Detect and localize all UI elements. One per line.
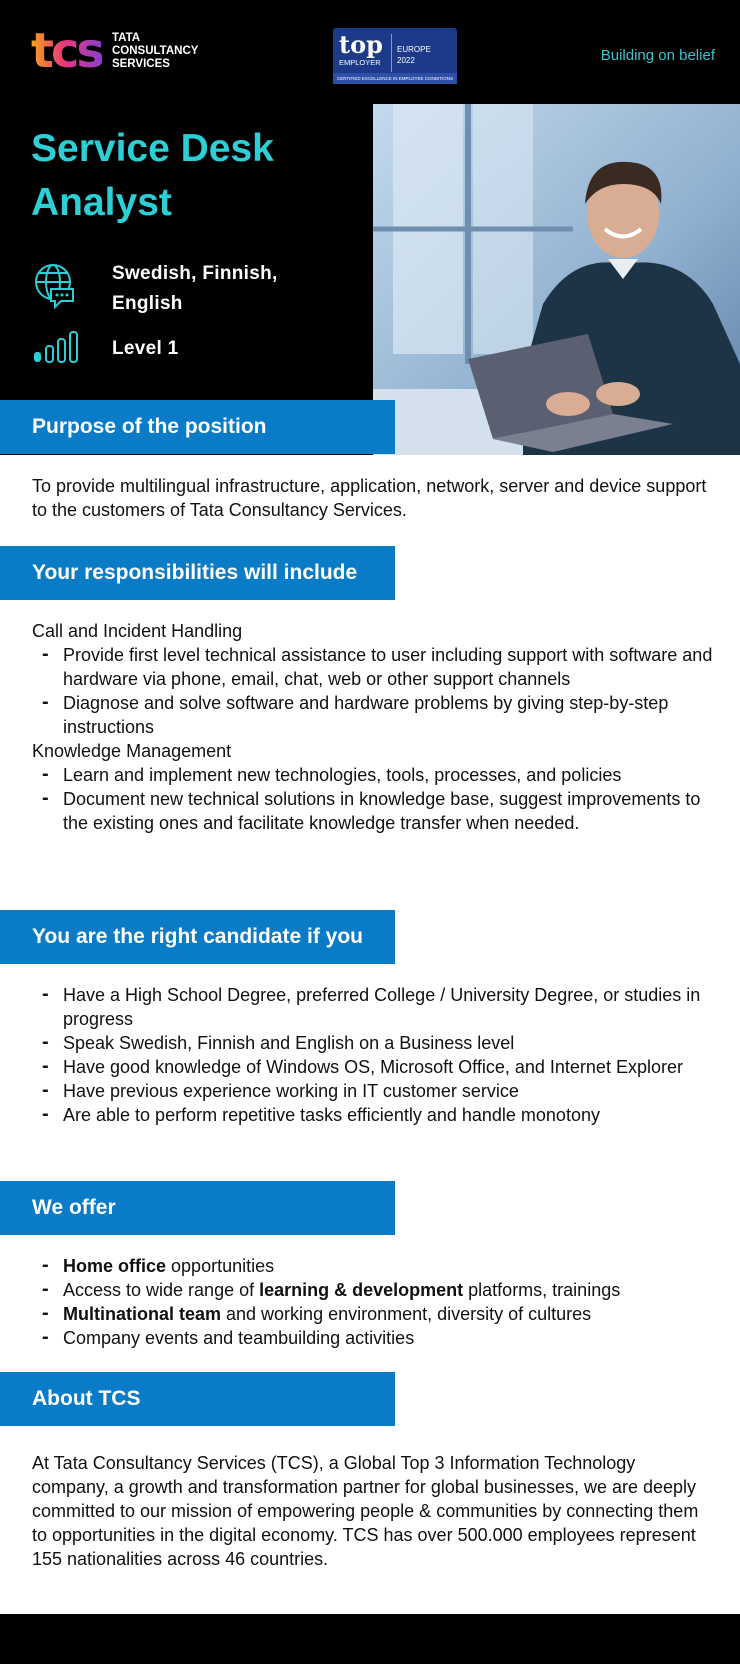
list-item: - Are able to perform repetitive tasks efficiently and handle monotony (32, 1103, 722, 1127)
offer-heading: We offer (0, 1181, 395, 1235)
badge-region-name: EUROPE (397, 45, 431, 54)
badge-employer-text: EMPLOYER (339, 58, 381, 67)
list-item: - Have previous experience working in IT customer service (32, 1079, 722, 1103)
list-item: - Have a High School Degree, preferred College / University Degree, or studies in progress (32, 983, 722, 1031)
list-item: - Document new technical solutions in knowledge base, suggest improvements to the existing ones and facilitate knowledge transfer when needed. (32, 787, 722, 835)
list-item: - Speak Swedish, Finnish and English on a Business level (32, 1031, 722, 1055)
candidate-heading: You are the right candidate if you (0, 910, 395, 964)
list-item (32, 1278, 722, 1302)
hero-banner (0, 0, 740, 455)
purpose-heading: Purpose of the position (0, 400, 395, 454)
languages-line-1: Swedish, Finnish, (112, 263, 278, 284)
offer-text: and working environment, diversity of cultures (221, 1304, 592, 1324)
badge-top-text: top (339, 30, 383, 59)
about-text: At Tata Consultancy Services (TCS), a Global Top 3 Information Technology company, a growth and transformation partner for global businesses, we are deeply committed to our mission of empowering people & communities by connecting them to opportunities in the digital economy. TCS has over 500.000 employees represent 155 nationalities across 46 countries. (32, 1453, 699, 1569)
top-employer-badge (333, 28, 457, 84)
responsibilities-heading: Your responsibilities will include (0, 546, 395, 600)
offer-items (32, 1254, 722, 1350)
responsibilities-list (32, 619, 722, 835)
list-item: - Provide first level technical assistance to user including support with software and hardware via phone, email, chat, web or other support channels (32, 643, 722, 691)
responsibility-group-items (32, 643, 722, 739)
languages (112, 259, 278, 319)
responsibility-group-title: Knowledge Management (32, 741, 232, 761)
list-item (32, 1254, 722, 1278)
languages-line-2: English (112, 293, 183, 314)
level: Level 1 (112, 338, 179, 359)
offer-highlight: Multinational team (63, 1304, 222, 1324)
responsibility-group-title: Call and Incident Handling (32, 621, 243, 641)
logo-line-1: TATA (111, 31, 141, 44)
candidate-items (32, 983, 722, 1127)
list-item (32, 1326, 722, 1350)
tcs-logo (31, 23, 199, 79)
logo-text (112, 32, 198, 71)
offer-highlight: learning & development (259, 1280, 464, 1300)
offer-text: opportunities (166, 1256, 275, 1276)
candidate-list (32, 983, 722, 1127)
logo-line-3: SERVICES (111, 57, 170, 70)
list-item: - Diagnose and solve software and hardware problems by giving step-by-step instructions (32, 691, 722, 739)
footer-bar (0, 1614, 740, 1664)
globe-chat-icon (33, 262, 77, 310)
responsibility-group-items (32, 763, 722, 835)
offer-highlight: Home office (63, 1256, 167, 1276)
job-title-line-1: Service Desk (31, 127, 274, 170)
tagline: Building on belief (600, 47, 715, 64)
offer-text: platforms, trainings (463, 1280, 621, 1300)
badge-region (397, 44, 431, 66)
office-worker-photo (373, 104, 740, 455)
offer-text: Company events and teambuilding activities (63, 1328, 415, 1348)
offer-text: Access to wide range of (63, 1280, 260, 1300)
job-title-line-2: Analyst (31, 181, 172, 224)
badge-divider (391, 34, 392, 72)
about-heading: About TCS (0, 1372, 395, 1426)
list-item: - Learn and implement new technologies, tools, processes, and policies (32, 763, 722, 787)
list-item (32, 1302, 722, 1326)
offer-list (32, 1254, 722, 1350)
badge-footer: CERTIFIED EXCELLENCE IN EMPLOYEE CONDITIONS (333, 73, 457, 84)
job-title (31, 122, 361, 230)
signal-bars-icon (33, 330, 83, 364)
logo-line-2: CONSULTANCY (111, 44, 199, 57)
purpose-text: To provide multilingual infrastructure, application, network, server and device support to the customers of Tata Consultancy Services. (32, 476, 707, 520)
list-item: - Have good knowledge of Windows OS, Microsoft Office, and Internet Explorer (32, 1055, 722, 1079)
badge-year: 2022 (397, 56, 415, 65)
logo-mark: tcs (31, 23, 102, 79)
